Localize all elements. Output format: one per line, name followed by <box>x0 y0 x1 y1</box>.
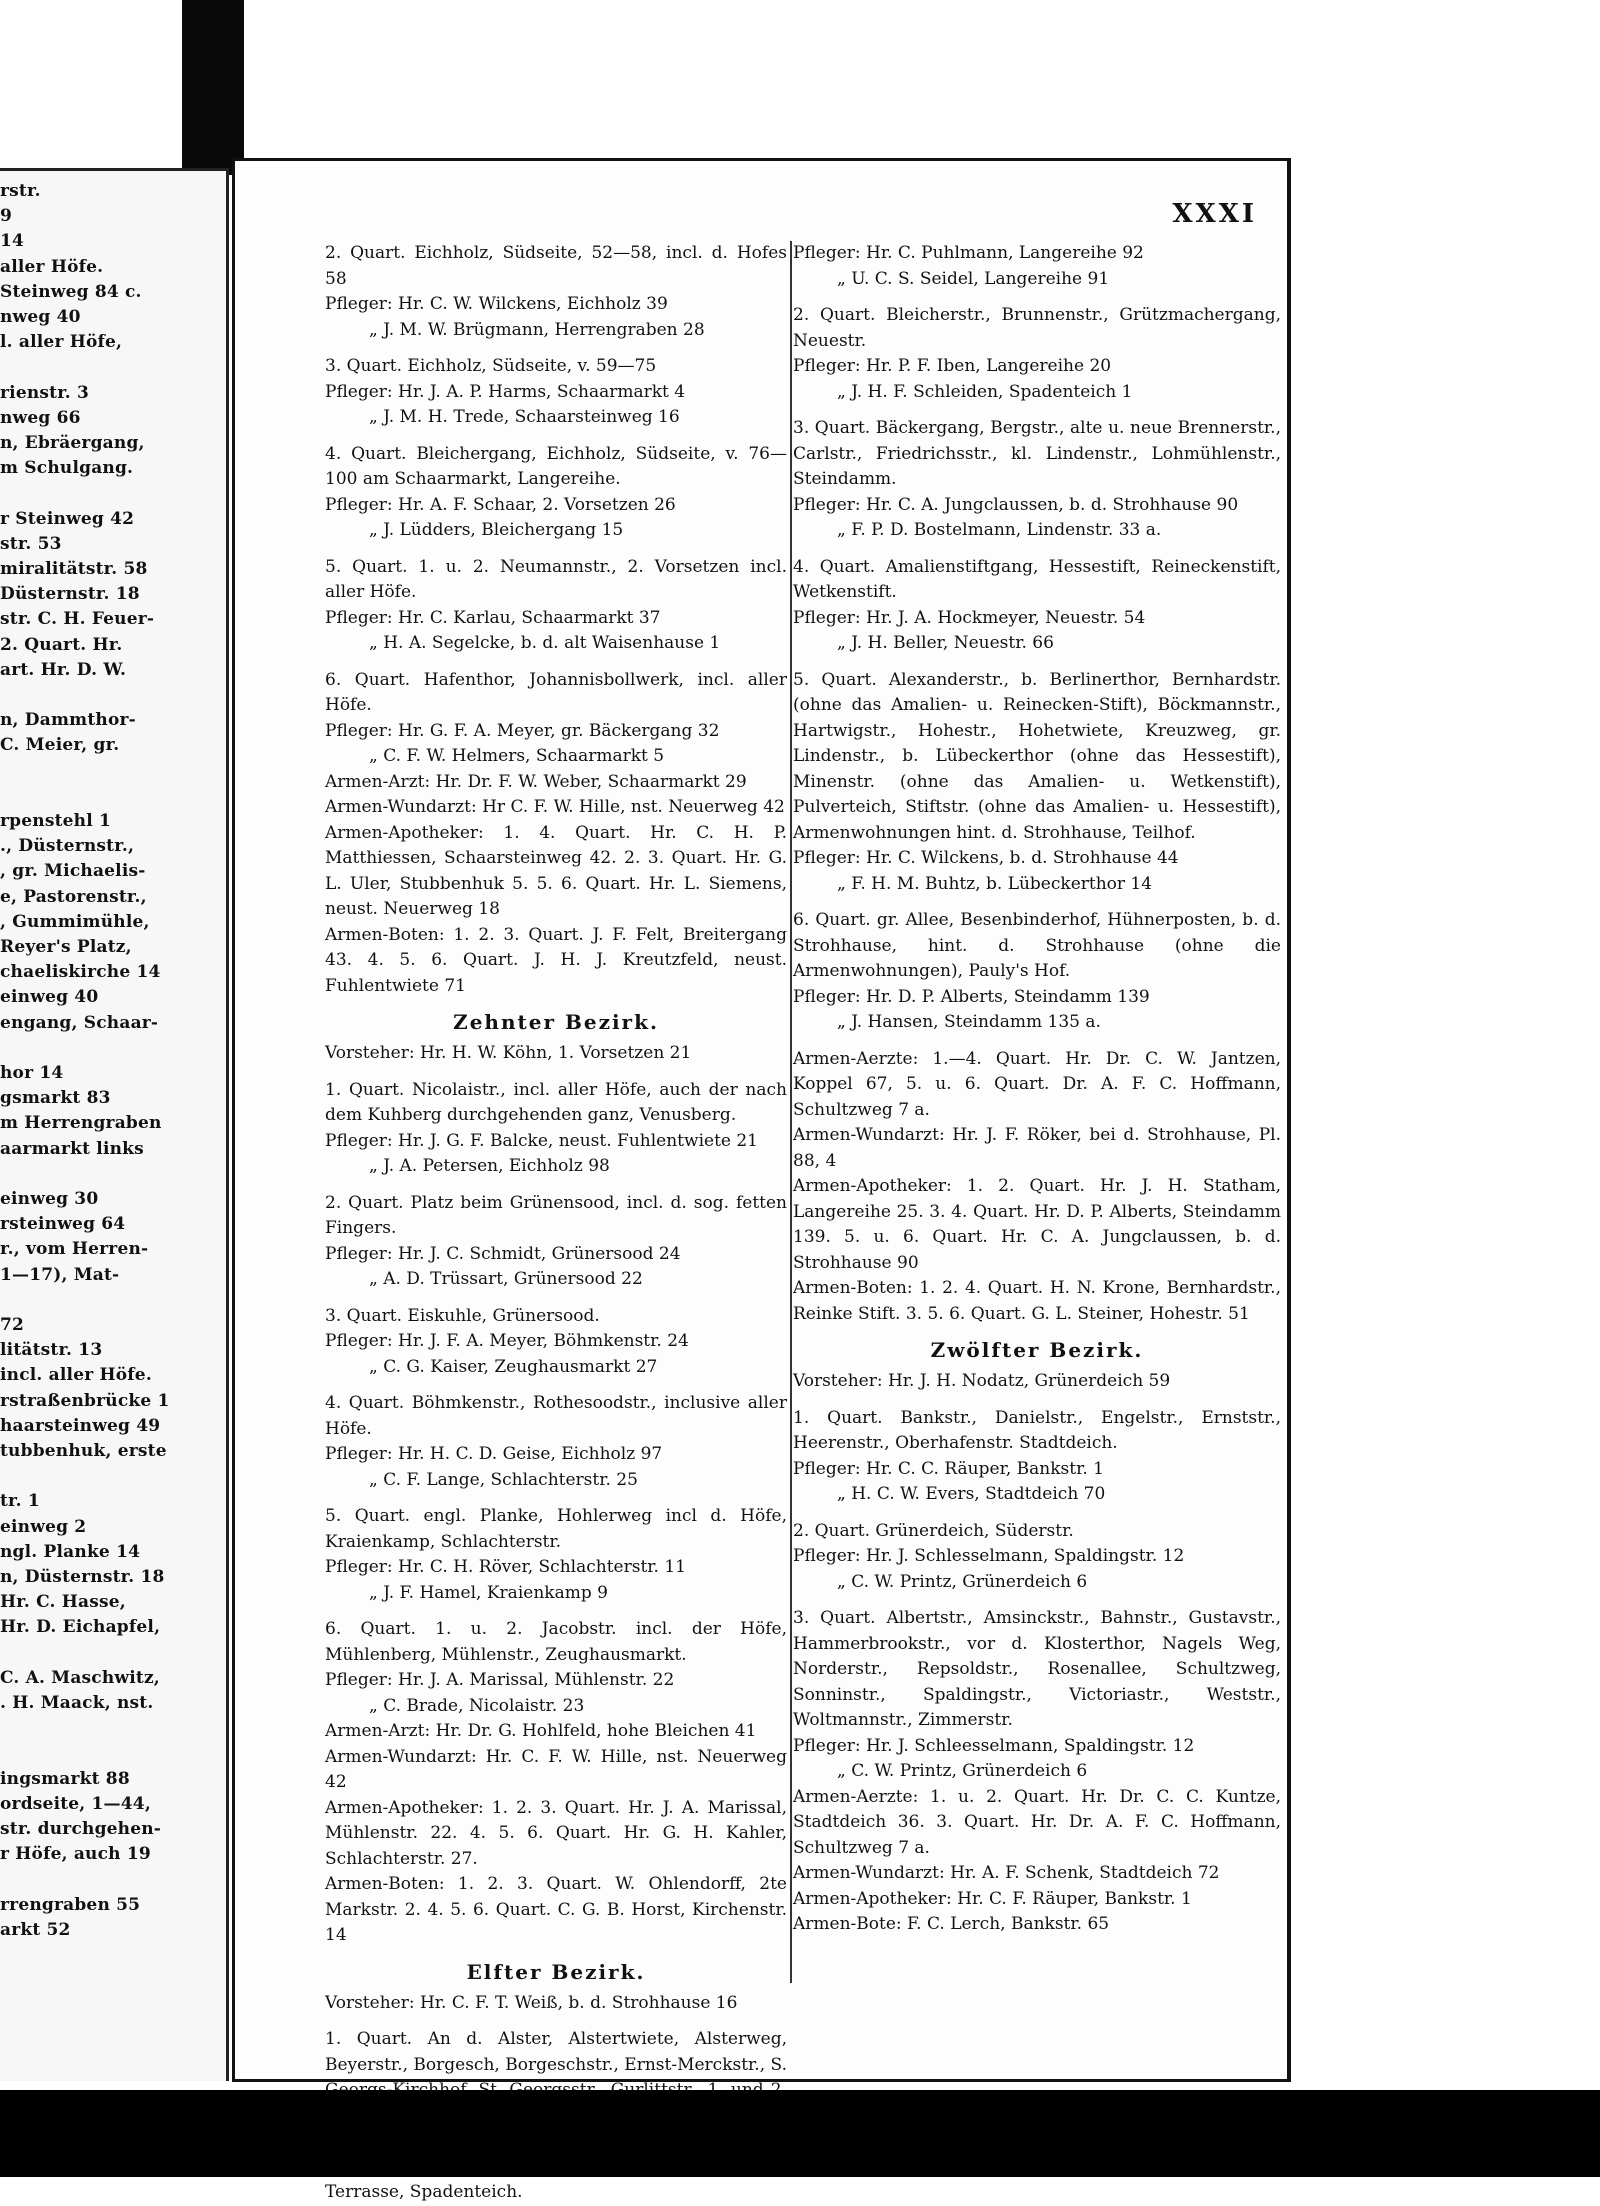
left-page-line: Hr. C. Hasse, <box>0 1592 126 1613</box>
left-page-line: m Schulgang. <box>0 458 134 479</box>
directory-entry: „ J. H. Beller, Neuestr. 66 <box>837 633 1054 653</box>
left-page-line: gsmarkt 83 <box>0 1088 111 1109</box>
page-number: XXXI <box>1172 199 1257 229</box>
left-page-line: ingsmarkt 88 <box>0 1768 130 1789</box>
left-page-line: aarmarkt links <box>0 1138 144 1159</box>
left-page-line: str. C. H. Feuer- <box>0 609 155 630</box>
directory-entry: Pfleger: Hr. J. C. Schmidt, Grünersood 24 <box>325 1243 681 1264</box>
directory-entry: 1. Quart. Bankstr., Danielstr., Engelstr., Ernststr., Heerenstr., Oberhafenstr. Stadtdeich. <box>793 1407 1281 1453</box>
directory-entry: „ H. C. W. Evers, Stadtdeich 70 <box>837 1484 1106 1504</box>
directory-entry: Armen-Wundarzt: Hr. J. F. Röker, bei d. Strohhause, Pl. 88, 4 <box>793 1125 1281 1171</box>
directory-entry: Vorsteher: Hr. H. W. Köhn, 1. Vorsetzen 21 <box>325 1043 692 1063</box>
directory-entry: 5. Quart. 1. u. 2. Neumannstr., 2. Vorsetzen incl. aller Höfe. <box>325 556 787 602</box>
left-page-line: Hr. D. Eichapfel, <box>0 1617 161 1638</box>
directory-entry: Armen-Arzt: Hr. Dr. G. Hohlfeld, hohe Bleichen 41 <box>325 1721 757 1741</box>
directory-entry: „ J. F. Hamel, Kraienkamp 9 <box>369 1582 608 1603</box>
directory-entry: Armen-Aerzte: 1. u. 2. Quart. Hr. Dr. C. C. Kuntze, Stadtdeich 36. 3. Quart. Hr. Dr. A. F. C. Hoffmann, Schultzweg 7 a. <box>793 1786 1281 1858</box>
column-divider <box>790 241 792 1983</box>
directory-entry: „ J. M. W. Brügmann, Herrengraben 28 <box>369 319 705 340</box>
directory-entry: 4. Quart. Böhmkenstr., Rothesoodstr., inclusive aller Höfe. <box>325 1393 787 1439</box>
directory-entry: Pfleger: Hr. C. H. Röver, Schlachterstr. 11 <box>325 1557 686 1577</box>
directory-entry: Pfleger: Hr. C. A. Jungclaussen, b. d. Strohhause 90 <box>793 494 1239 515</box>
left-page-line: r Höfe, auch 19 <box>0 1844 151 1865</box>
district-heading: Elfter Bezirk. <box>466 1959 646 1984</box>
left-page-line: 72 <box>0 1315 25 1335</box>
left-page-line: einweg 30 <box>0 1189 99 1209</box>
left-page-line: ., Düsternstr., <box>0 836 135 857</box>
left-page-fragment <box>0 168 229 2081</box>
left-page-line: C. Meier, gr. <box>0 735 120 756</box>
left-page-line: rstraßenbrücke 1 <box>0 1390 170 1411</box>
left-page-line: Düsternstr. 18 <box>0 584 140 605</box>
directory-entry: „ J. Hansen, Steindamm 135 a. <box>837 1012 1101 1032</box>
directory-entry: Pfleger: Hr. D. P. Alberts, Steindamm 139 <box>793 986 1150 1007</box>
left-column <box>325 241 787 2206</box>
left-page-line: , Gummimühle, <box>0 911 150 932</box>
directory-entry: „ F. P. D. Bostelmann, Lindenstr. 33 a. <box>837 520 1162 540</box>
left-page-line: miralitätstr. 58 <box>0 559 148 579</box>
directory-entry: 4. Quart. Amalienstiftgang, Hessestift, Reineckenstift, Wetkenstift. <box>793 556 1281 602</box>
left-page-line: rsteinweg 64 <box>0 1214 126 1235</box>
left-page-line: m Herrengraben <box>0 1113 162 1134</box>
left-page-line: litätstr. 13 <box>0 1340 103 1361</box>
left-page-line: , gr. Michaelis- <box>0 861 146 882</box>
directory-entry: Vorsteher: Hr. J. H. Nodatz, Grünerdeich 59 <box>793 1371 1171 1391</box>
directory-entry: 2. Quart. Eichholz, Südseite, 52—58, incl. d. Hofes 58 <box>325 243 787 289</box>
left-page-line: n, Ebräergang, <box>0 433 145 453</box>
directory-entry: 6. Quart. Hafenthor, Johannisbollwerk, incl. aller Höfe. <box>325 669 787 715</box>
directory-entry: 2. Quart. Grünerdeich, Süderstr. <box>793 1520 1074 1541</box>
left-page-line: rienstr. 3 <box>0 382 90 403</box>
directory-entry: 2. Quart. Bleicherstr., Brunnenstr., Grützmachergang, Neuestr. <box>793 305 1281 351</box>
directory-entry: „ C. F. W. Helmers, Schaarmarkt 5 <box>369 746 665 766</box>
directory-entry: „ U. C. S. Seidel, Langereihe 91 <box>837 268 1110 289</box>
left-page-line: 9 <box>0 206 13 227</box>
left-page-line: n, Dammthor- <box>0 710 136 731</box>
directory-entry: Armen-Wundarzt: Hr. C. F. W. Hille, nst. Neuerweg 42 <box>325 1746 787 1792</box>
left-page-line: C. A. Maschwitz, <box>0 1667 160 1688</box>
right-page <box>232 158 1291 2202</box>
left-page-line: Steinweg 84 c. <box>0 281 142 302</box>
directory-entry: Armen-Boten: 1. 2. 4. Quart. H. N. Krone, Bernhardstr., Reinke Stift. 3. 5. 6. Quart. G. L. Steiner, Hohestr. 51 <box>793 1278 1281 1324</box>
directory-entry: 2. Quart. Platz beim Grünensood, incl. d. sog. fetten Fingers. <box>325 1192 787 1238</box>
directory-entry: Pfleger: Hr. C. W. Wilckens, Eichholz 39 <box>325 294 668 314</box>
directory-entry: Pfleger: Hr. G. F. A. Meyer, gr. Bäckergang 32 <box>325 720 720 741</box>
left-page-line: str. durchgehen- <box>0 1819 162 1839</box>
directory-entry: Armen-Wundarzt: Hr. A. F. Schenk, Stadtdeich 72 <box>793 1863 1220 1883</box>
left-page-line: incl. aller Höfe. <box>0 1365 152 1386</box>
left-page-line: 14 <box>0 231 25 252</box>
directory-entry: Pfleger: Hr. C. Wilckens, b. d. Strohhause 44 <box>793 848 1179 868</box>
left-page-line: hor 14 <box>0 1063 64 1083</box>
directory-entry: „ C. W. Printz, Grünerdeich 6 <box>837 1571 1088 1592</box>
left-page-line: rrengraben 55 <box>0 1894 141 1915</box>
left-page-line: 1—17), Mat- <box>0 1264 120 1285</box>
directory-entry: Pfleger: Hr. P. F. Iben, Langereihe 20 <box>793 356 1112 376</box>
directory-entry: Armen-Apotheker: 1. 4. Quart. Hr. C. H. P. Matthiessen, Schaarsteinweg 42. 2. 3. Quart. Hr. G. L. Uler, Stubbenhuk 5. 5. 6. Quart. Hr. L. Siemens, neust. Neuerweg 18 <box>325 822 787 919</box>
scan-bottom-edge <box>0 2090 1600 2177</box>
directory-entry: 1. Quart. An d. Alster, Alstertwiete, Alsterweg, Beyerstr., Borgesch, Borgeschstr., Ernst-Merckstr., S. Terrasse, Spadenteich. <box>325 2029 787 2202</box>
directory-entry: „ H. A. Segelcke, b. d. alt Waisenhause 1 <box>369 633 721 653</box>
directory-entry: Armen-Apotheker: 1. 2. 3. Quart. Hr. J. A. Marissal, Mühlenstr. 22. 4. 5. 6. Quart. Hr. G. H. Kahler, Schlachterstr. 27. <box>325 1797 787 1869</box>
directory-entry: „ A. D. Trüssart, Grünersood 22 <box>369 1269 643 1289</box>
directory-entry: Armen-Apotheker: 1. 2. Quart. Hr. J. H. Statham, Langereihe 25. 3. 4. Quart. Hr. D. P. Alberts, Steindamm 139. 5. u. 6. Quart. Hr. C. A. Jungclaussen, b. d. Strohhause 90 <box>793 1176 1281 1273</box>
directory-entry: Pfleger: Hr. C. Karlau, Schaarmarkt 37 <box>325 607 661 628</box>
left-page-line: l. aller Höfe, <box>0 332 123 353</box>
left-page-line: ngl. Planke 14 <box>0 1541 141 1562</box>
left-page-line: engang, Schaar- <box>0 1012 159 1033</box>
left-page-line: e, Pastorenstr., <box>0 886 147 907</box>
left-page-line: str. 53 <box>0 533 62 554</box>
directory-entry: 5. Quart. engl. Planke, Hohlerweg incl d. Höfe, Kraienkamp, Schlachterstr. <box>325 1506 787 1552</box>
left-page-line: nweg 40 <box>0 307 81 327</box>
directory-entry: Pfleger: Hr. A. F. Schaar, 2. Vorsetzen 26 <box>325 494 676 515</box>
directory-entry: „ C. F. Lange, Schlachterstr. 25 <box>369 1469 638 1490</box>
directory-entry: Pfleger: Hr. J. Schleesselmann, Spaldingstr. 12 <box>793 1735 1195 1756</box>
left-page-line: . H. Maack, nst. <box>0 1693 154 1713</box>
directory-entry: 3. Quart. Eichholz, Südseite, v. 59—75 <box>325 356 657 376</box>
directory-entry: Pfleger: Hr. H. C. D. Geise, Eichholz 97 <box>325 1444 663 1464</box>
directory-entry: Armen-Wundarzt: Hr C. F. W. Hille, nst. Neuerweg 42 <box>325 797 785 817</box>
left-page-line: r., vom Herren- <box>0 1239 149 1260</box>
directory-entry: Pfleger: Hr. J. A. Hockmeyer, Neuestr. 54 <box>793 607 1146 628</box>
directory-entry: „ C. W. Printz, Grünerdeich 6 <box>837 1761 1088 1781</box>
binding-strip <box>182 0 244 175</box>
directory-entry: Pfleger: Hr. J. A. Marissal, Mühlenstr. 22 <box>325 1670 675 1690</box>
directory-entry: „ C. G. Kaiser, Zeughausmarkt 27 <box>369 1356 658 1377</box>
directory-entry: „ J. H. F. Schleiden, Spadenteich 1 <box>837 381 1133 402</box>
directory-entry: 3. Quart. Bäckergang, Bergstr., alte u. neue Brennerstr., Carlstr., Friedrichsstr., kl. Lindenstr., Lohmühlenstr., Steindamm. <box>793 418 1281 489</box>
directory-entry: „ C. Brade, Nicolaistr. 23 <box>369 1695 585 1716</box>
left-page-line: einweg 2 <box>0 1516 87 1537</box>
directory-entry: „ J. M. H. Trede, Schaarsteinweg 16 <box>369 407 680 427</box>
directory-entry: „ F. H. M. Buhtz, b. Lübeckerthor 14 <box>837 873 1153 894</box>
left-page-line: Reyer's Platz, <box>0 937 132 957</box>
directory-entry: 4. Quart. Bleichergang, Eichholz, Südseite, v. 76—100 am Schaarmarkt, Langereihe. <box>325 443 787 489</box>
left-page-line: tr. 1 <box>0 1491 40 1512</box>
left-page-line: rpenstehl 1 <box>0 811 112 831</box>
left-page-line: tubbenhuk, erste <box>0 1441 167 1461</box>
left-page-line: arkt 52 <box>0 1919 71 1940</box>
left-page-line: 2. Quart. Hr. <box>0 634 123 655</box>
directory-entry: „ J. Lüdders, Bleichergang 15 <box>369 520 624 540</box>
directory-entry: Armen-Apotheker: Hr. C. F. Räuper, Bankstr. 1 <box>793 1888 1192 1909</box>
left-page-line: einweg 40 <box>0 987 99 1008</box>
directory-entry: Armen-Aerzte: 1.—4. Quart. Hr. Dr. C. W. Jantzen, Koppel 67, 5. u. 6. Quart. Dr. A. F. C. Hoffmann, Schultzweg 7 a. <box>793 1048 1281 1120</box>
left-page-line: art. Hr. D. W. <box>0 659 127 680</box>
directory-entry: 3. Quart. Eiskuhle, Grünersood. <box>325 1305 600 1326</box>
directory-entry: „ J. A. Petersen, Eichholz 98 <box>369 1156 610 1176</box>
directory-entry: Pfleger: Hr. J. G. F. Balcke, neust. Fuhlentwiete 21 <box>325 1130 758 1151</box>
directory-entry: 6. Quart. 1. u. 2. Jacobstr. incl. der Höfe, Mühlenberg, Mühlenstr., Zeughausmarkt. <box>325 1619 787 1665</box>
directory-entry: Vorsteher: Hr. C. F. T. Weiß, b. d. Strohhause 16 <box>325 1992 738 2013</box>
directory-entry: Armen-Bote: F. C. Lerch, Bankstr. 65 <box>793 1914 1110 1934</box>
directory-entry: 6. Quart. gr. Allee, Besenbinderhof, Hühnerposten, b. d. Strohhause, hint. d. Strohhause (ohne die Armenwohnungen), Pauly's Hof. <box>793 910 1281 981</box>
directory-entry: Armen-Arzt: Hr. Dr. F. W. Weber, Schaarmarkt 29 <box>325 771 747 792</box>
directory-entry: 5. Quart. Alexanderstr., b. Berlinerthor, Bernhardstr. (ohne das Amalien- u. Reinecken-Stift), Böckmannstr., Hartwigstr., Hohestr., Hohetwiete, Kreuzweg, gr. Lindenstr., b. Lübeckerthor (ohne das Hessestift), Minenstr. (ohne das Amalien- u. Wetkenstift), Pulverteich, Stiftstr. (ohne das Amalien- u. Hessestift), Armenwohnungen hint. d. Strohhause, Teilhof. <box>793 669 1281 843</box>
directory-entry: 3. Quart. Albertstr., Amsinckstr., Bahnstr., Gustavstr., Hammerbrookstr., vor d. Klosterthor, Nagels Weg, Norderstr., Repsoldstr., Rosenallee, Schultzweg, Sonninstr., Spaldingstr., Victoriastr., Weststr., Woltmannstr., Zimmerstr. <box>793 1608 1281 1730</box>
district-heading: Zwölfter Bezirk. <box>930 1338 1144 1362</box>
left-page-line: chaeliskirche 14 <box>0 962 161 983</box>
left-page-line: nweg 66 <box>0 407 81 428</box>
left-page-line: aller Höfe. <box>0 256 104 277</box>
left-page-line: r Steinweg 42 <box>0 508 135 529</box>
district-heading: Zehnter Bezirk. <box>453 1010 659 1034</box>
directory-entry: 1. Quart. Nicolaistr., incl. aller Höfe, auch der nach dem Kuhberg durchgehenden ganz, Venusberg. <box>325 1079 787 1125</box>
directory-entry: Pfleger: Hr. C. Puhlmann, Langereihe 92 <box>793 243 1144 263</box>
directory-entry: Pfleger: Hr. J. Schlesselmann, Spaldingstr. 12 <box>793 1546 1185 1566</box>
directory-entry: Armen-Boten: 1. 2. 3. Quart. W. Ohlendorff, 2te Markstr. 2. 4. 5. 6. Quart. C. G. B. Horst, Kirchenstr. 14 <box>325 1874 787 1945</box>
left-page-line: n, Düsternstr. 18 <box>0 1567 165 1587</box>
directory-entry: Pfleger: Hr. C. C. Räuper, Bankstr. 1 <box>793 1458 1104 1479</box>
directory-entry: Armen-Boten: 1. 2. 3. Quart. J. F. Felt, Breitergang 43. 4. 5. 6. Quart. J. H. J. Kreutzfeld, neust. Fuhlentwiete 71 <box>325 924 787 996</box>
left-page-line: haarsteinweg 49 <box>0 1415 161 1436</box>
left-page-line: rstr. <box>0 181 41 201</box>
directory-entry: Pfleger: Hr. J. F. A. Meyer, Böhmkenstr. 24 <box>325 1331 689 1351</box>
directory-entry: Pfleger: Hr. J. A. P. Harms, Schaarmarkt 4 <box>325 381 686 402</box>
right-column <box>793 241 1281 1938</box>
left-page-line: ordseite, 1—44, <box>0 1793 151 1814</box>
